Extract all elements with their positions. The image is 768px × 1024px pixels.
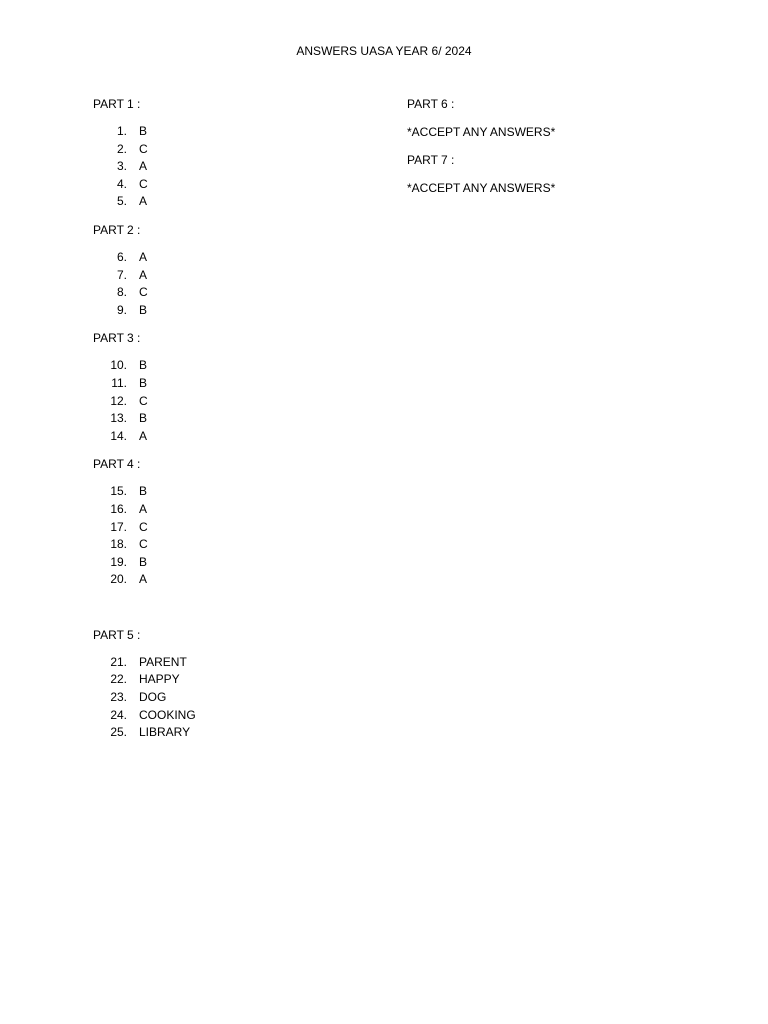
part-7-section bbox=[407, 152, 707, 196]
answer-value: C bbox=[139, 537, 148, 552]
answer-value: B bbox=[139, 411, 148, 426]
answer-number: 10. bbox=[110, 358, 127, 373]
answer-number: 7. bbox=[116, 267, 127, 282]
answer-number: 1. bbox=[116, 124, 127, 138]
answer-number: 16. bbox=[110, 501, 127, 516]
answer-value: C bbox=[139, 176, 148, 191]
answer-value: B bbox=[139, 484, 148, 499]
answer-item bbox=[93, 123, 373, 141]
answer-item bbox=[93, 654, 373, 672]
answer-item bbox=[93, 428, 373, 446]
answer-item bbox=[93, 724, 373, 742]
answer-value: B bbox=[139, 302, 148, 317]
answer-value: A bbox=[139, 267, 148, 282]
answer-value: A bbox=[139, 501, 148, 516]
right-column bbox=[407, 96, 707, 208]
part-5-heading: PART 5 : bbox=[93, 627, 141, 642]
answer-item bbox=[93, 571, 373, 589]
answer-number: 15. bbox=[110, 484, 127, 499]
answer-value: B bbox=[139, 554, 148, 569]
answer-value: DOG bbox=[139, 690, 167, 705]
answer-number: 5. bbox=[116, 194, 127, 209]
answer-value: C bbox=[139, 519, 148, 534]
answer-item bbox=[93, 501, 373, 519]
answer-item bbox=[93, 302, 373, 320]
answer-value: C bbox=[139, 141, 148, 156]
answer-value: COOKING bbox=[139, 707, 196, 722]
part-7-heading: PART 7 : bbox=[407, 153, 455, 167]
answer-item bbox=[93, 483, 373, 501]
answer-value: A bbox=[139, 194, 148, 209]
answer-number: 21. bbox=[110, 654, 127, 669]
part-6-note: *ACCEPT ANY ANSWERS* bbox=[407, 125, 556, 139]
answer-value: HAPPY bbox=[139, 672, 180, 687]
answer-value: PARENT bbox=[139, 654, 187, 669]
part-6-heading: PART 6 : bbox=[407, 97, 455, 111]
answer-value: A bbox=[139, 428, 148, 443]
answer-value: B bbox=[139, 358, 148, 373]
part-6-section bbox=[407, 96, 707, 140]
part-1-heading: PART 1 : bbox=[93, 97, 141, 111]
part-4-heading: PART 4 : bbox=[93, 457, 141, 472]
answer-number: 18. bbox=[110, 537, 127, 552]
part-1-answer-list bbox=[93, 123, 373, 211]
answer-value: B bbox=[139, 375, 148, 390]
part-1-section bbox=[93, 96, 373, 211]
left-column bbox=[93, 96, 373, 753]
answer-number: 25. bbox=[110, 725, 127, 740]
answer-value: LIBRARY bbox=[139, 725, 191, 740]
part-3-answer-list bbox=[93, 357, 373, 445]
answer-number: 9. bbox=[116, 302, 127, 317]
answer-number: 8. bbox=[116, 285, 127, 300]
part-2-heading: PART 2 : bbox=[93, 222, 141, 237]
answer-value: A bbox=[139, 572, 148, 587]
blank-space bbox=[93, 600, 373, 627]
answer-item bbox=[93, 267, 373, 285]
answer-number: 6. bbox=[116, 249, 127, 264]
answer-item bbox=[93, 519, 373, 537]
answer-value: B bbox=[139, 124, 148, 138]
answer-number: 14. bbox=[110, 428, 127, 443]
part-4-answer-list bbox=[93, 483, 373, 589]
answer-value: C bbox=[139, 393, 148, 408]
answer-item bbox=[93, 357, 373, 375]
answer-item bbox=[93, 707, 373, 725]
part-3-section bbox=[93, 330, 373, 445]
answer-number: 13. bbox=[110, 411, 127, 426]
answer-item bbox=[93, 671, 373, 689]
answer-item bbox=[93, 176, 373, 194]
answer-number: 12. bbox=[110, 393, 127, 408]
answer-number: 22. bbox=[110, 672, 127, 687]
answer-item bbox=[93, 536, 373, 554]
answer-number: 17. bbox=[110, 519, 127, 534]
answer-item bbox=[93, 249, 373, 267]
answer-item bbox=[93, 393, 373, 411]
answer-item bbox=[93, 689, 373, 707]
answer-item bbox=[93, 141, 373, 159]
answer-value: A bbox=[139, 159, 148, 174]
part-2-answer-list bbox=[93, 249, 373, 319]
part-4-section bbox=[93, 456, 373, 589]
answer-number: 2. bbox=[116, 141, 127, 156]
answer-item bbox=[93, 158, 373, 176]
answer-item bbox=[93, 410, 373, 428]
part-5-section bbox=[93, 627, 373, 742]
answer-value: A bbox=[139, 249, 148, 264]
answer-number: 4. bbox=[116, 176, 127, 191]
answer-item bbox=[93, 284, 373, 302]
part-7-note: *ACCEPT ANY ANSWERS* bbox=[407, 181, 556, 195]
answer-number: 11. bbox=[111, 375, 127, 390]
part-5-answer-list bbox=[93, 654, 373, 742]
part-2-section bbox=[93, 222, 373, 319]
answer-number: 24. bbox=[110, 707, 127, 722]
answer-value: C bbox=[139, 285, 148, 300]
answer-item bbox=[93, 554, 373, 572]
part-3-heading: PART 3 : bbox=[93, 331, 141, 346]
answer-number: 23. bbox=[110, 690, 127, 705]
answer-number: 19. bbox=[110, 554, 127, 569]
answer-number: 20. bbox=[110, 572, 127, 587]
answer-item bbox=[93, 375, 373, 393]
page-title: ANSWERS UASA YEAR 6/ 2024 bbox=[296, 44, 472, 58]
answer-item bbox=[93, 193, 373, 211]
answer-number: 3. bbox=[116, 159, 127, 174]
